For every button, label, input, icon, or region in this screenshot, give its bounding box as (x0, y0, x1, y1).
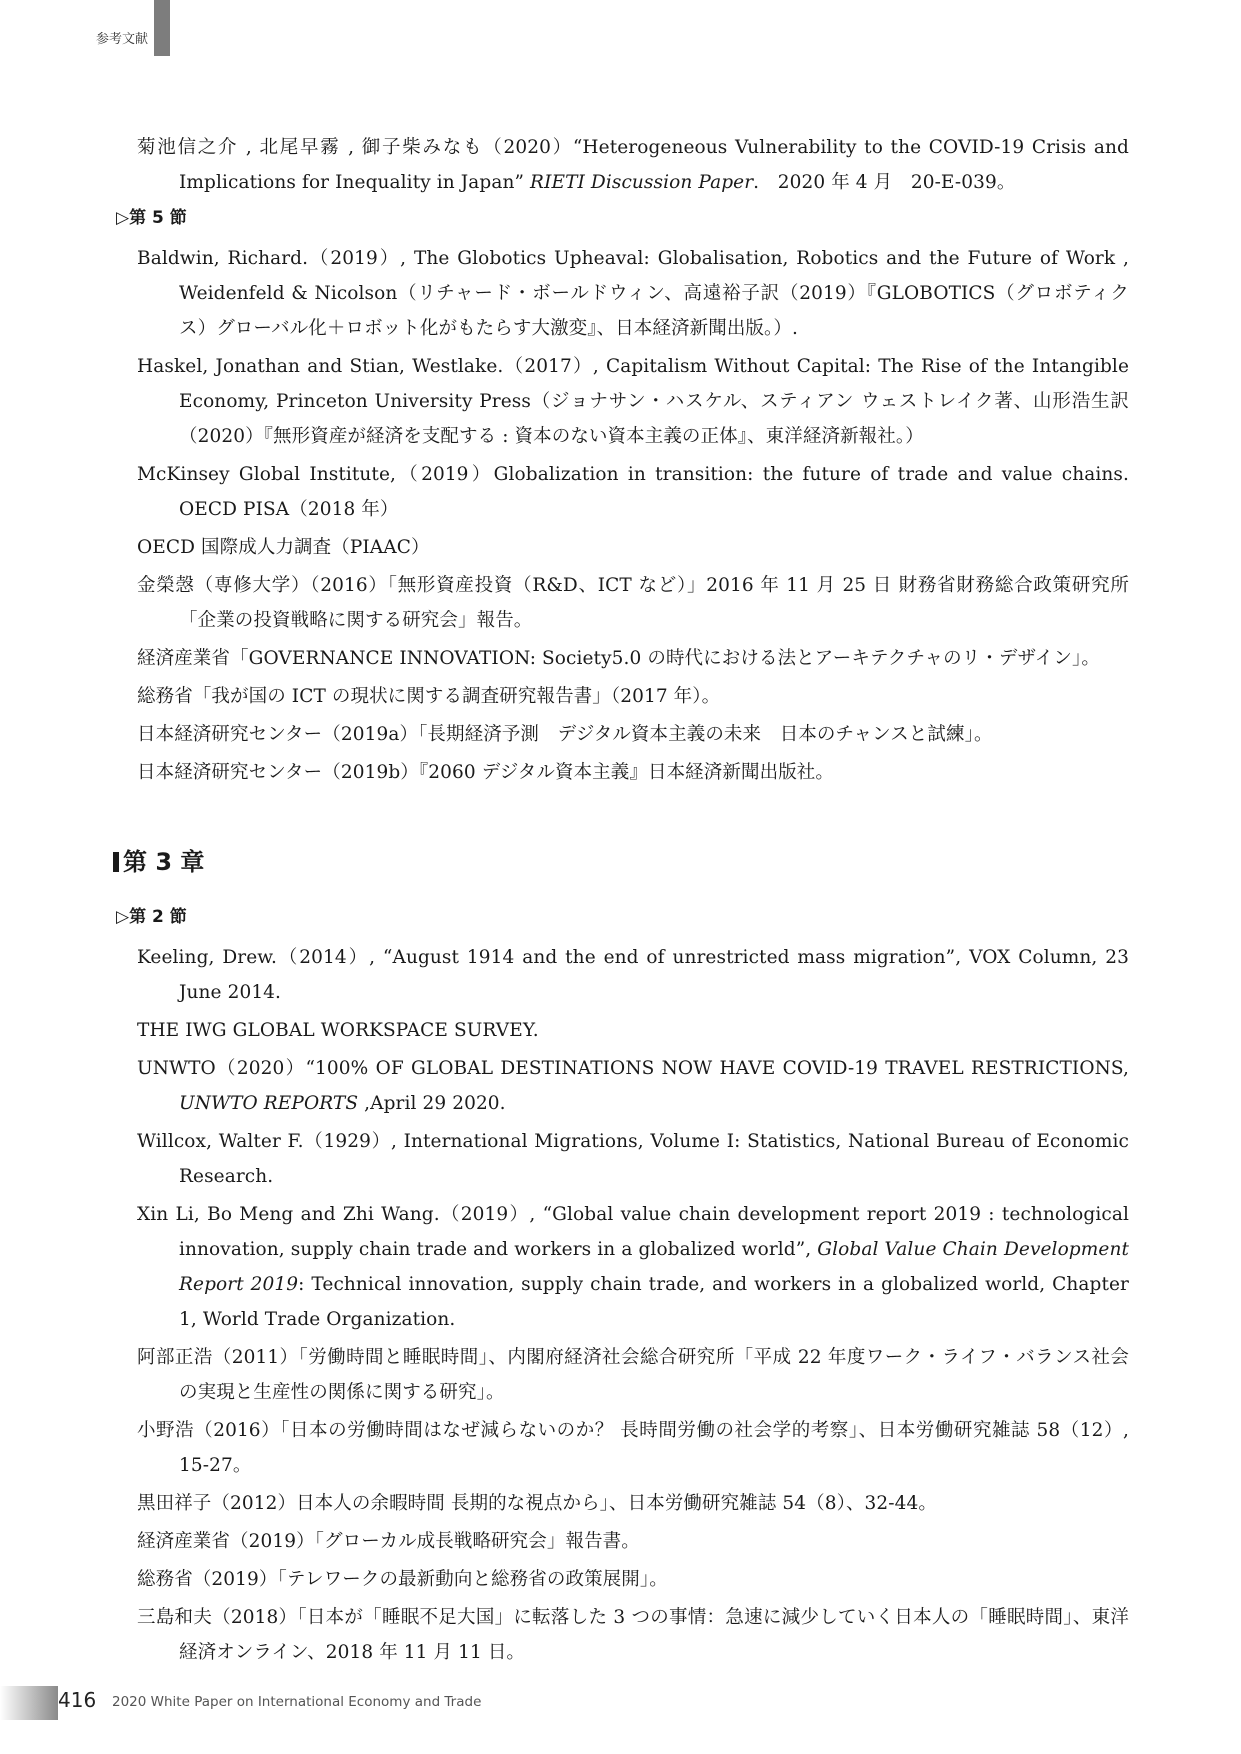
reference-entry: 日本経済研究センター（2019b）『2060 デジタル資本主義』日本経済新聞出版社。 (137, 762, 834, 783)
page-number: 416 (58, 1688, 97, 1712)
reference-list-section-5 (137, 241, 1129, 790)
reference-entry: Keeling, Drew.（2014）, “August 1914 and the end of unrestricted mass migration”, VOX Column, 23 June 2014. (137, 947, 1129, 1003)
section-2-heading: ▷第 2 節 (116, 907, 187, 927)
reference-entry: McKinsey Global Institute,（2019）Globalization in transition: the future of trade and value chains. OECD PISA（2018 年） (137, 464, 1129, 520)
running-header-label: 参考文献 (96, 32, 149, 47)
reference-list-section-2 (137, 940, 1129, 1670)
reference-entry: 経済産業省（2019）「グローカル成長戦略研究会」報告書。 (137, 1531, 640, 1552)
reference-entry: Baldwin, Richard.（2019）, The Globotics Upheaval: Globalisation, Robotics and the Future of Work , Weidenfeld & Nicolson（リチャード・ボールドウィン、高遠裕子訳（2019）『GLOBOTICS（グロボティクス）グローバル化＋ロボット化がもたらす大激変』、日本経済新聞出版。）. (137, 248, 1129, 339)
chapter-3-heading (113, 842, 1129, 882)
reference-entry: OECD 国際成人力調査（PIAAC） (137, 537, 430, 558)
reference-entry: 金榮愨（専修大学）（2016）「無形資産投資（R&D、ICT など）」2016 年 11 月 25 日 財務省財務総合政策研究所「企業の投資戦略に関する研究会」報告。 (137, 575, 1129, 631)
reference-entry: UNWTO（2020）“100% OF GLOBAL DESTINATIONS NOW HAVE COVID-19 TRAVEL RESTRICTIONS, UNWTO REPORTS ,April 29 2020. (137, 1058, 1129, 1114)
chapter-bar-icon (113, 852, 119, 872)
reference-entry: Haskel, Jonathan and Stian, Westlake.（2017）, Capitalism Without Capital: The Rise of the Intangible Economy, Princeton University Press（ジョナサン・ハスケル、スティアン ウェストレイク著、山形浩生訳（2020）『無形資産が経済を支配する : 資本のない資本主義の正体』、東洋経済新報社。） (137, 356, 1129, 447)
reference-entry: Willcox, Walter F.（1929）, International Migrations, Volume I: Statistics, National Bureau of Economic Research. (137, 1131, 1129, 1187)
footer-gradient-bar (0, 1686, 58, 1720)
chapter-3-title: 第 3 章 (123, 848, 205, 876)
reference-entry: 総務省「我が国の ICT の現状に関する調査研究報告書」（2017 年）。 (137, 686, 721, 707)
reference-entry: 菊池信之介 , 北尾早霧 , 御子柴みなも（2020）“Heterogeneous Vulnerability to the COVID-19 Crisis and Implications for Inequality in Japan” RIETI Discussion Paper. 2020 年 4 月 20-E-039。 (137, 137, 1129, 193)
reference-entry: Xin Li, Bo Meng and Zhi Wang.（2019）, “Global value chain development report 2019 : technological innovation, supply chain trade and workers in a globalized world”, Global Value Chain Development Report 2019: Technical innovation, supply chain trade, and workers in a globalized world, Chapter 1, World Trade Organization. (137, 1204, 1129, 1330)
section-5-heading: ▷第 5 節 (116, 208, 187, 228)
reference-entry: 経済産業省「GOVERNANCE INNOVATION: Society5.0 の時代における法とアーキテクチャのリ・デザイン」。 (137, 648, 1100, 669)
reference-entry: THE IWG GLOBAL WORKSPACE SURVEY. (137, 1020, 539, 1041)
reference-list-top (137, 130, 1129, 200)
footer-publication-title: 2020 White Paper on International Economy and Trade (112, 1694, 482, 1710)
reference-entry: 阿部正浩（2011）「労働時間と睡眠時間」、内閣府経済社会総合研究所「平成 22 年度ワーク・ライフ・バランス社会の実現と生産性の関係に関する研究」。 (137, 1347, 1129, 1403)
header-tab-bar (154, 0, 170, 56)
reference-entry: 日本経済研究センター（2019a）「長期経済予測 デジタル資本主義の未来 日本のチャンスと試練」。 (137, 724, 993, 745)
reference-entry: 小野浩（2016）「日本の労働時間はなぜ減らないのか？ 長時間労働の社会学的考察」、日本労働研究雑誌 58（12）, 15-27。 (137, 1420, 1129, 1476)
reference-entry: 三島和夫（2018）「日本が「睡眠不足大国」に転落した 3 つの事情：急速に減少していく日本人の「睡眠時間」、東洋経済オンライン、2018 年 11 月 11 日。 (137, 1607, 1129, 1663)
reference-entry: 黒田祥子（2012）日本人の余暇時間 長期的な視点から」、日本労働研究雑誌 54（8）、32-44。 (137, 1493, 937, 1514)
reference-entry: 総務省（2019）「テレワークの最新動向と総務省の政策展開」。 (137, 1569, 668, 1590)
references-body (116, 130, 1129, 1673)
